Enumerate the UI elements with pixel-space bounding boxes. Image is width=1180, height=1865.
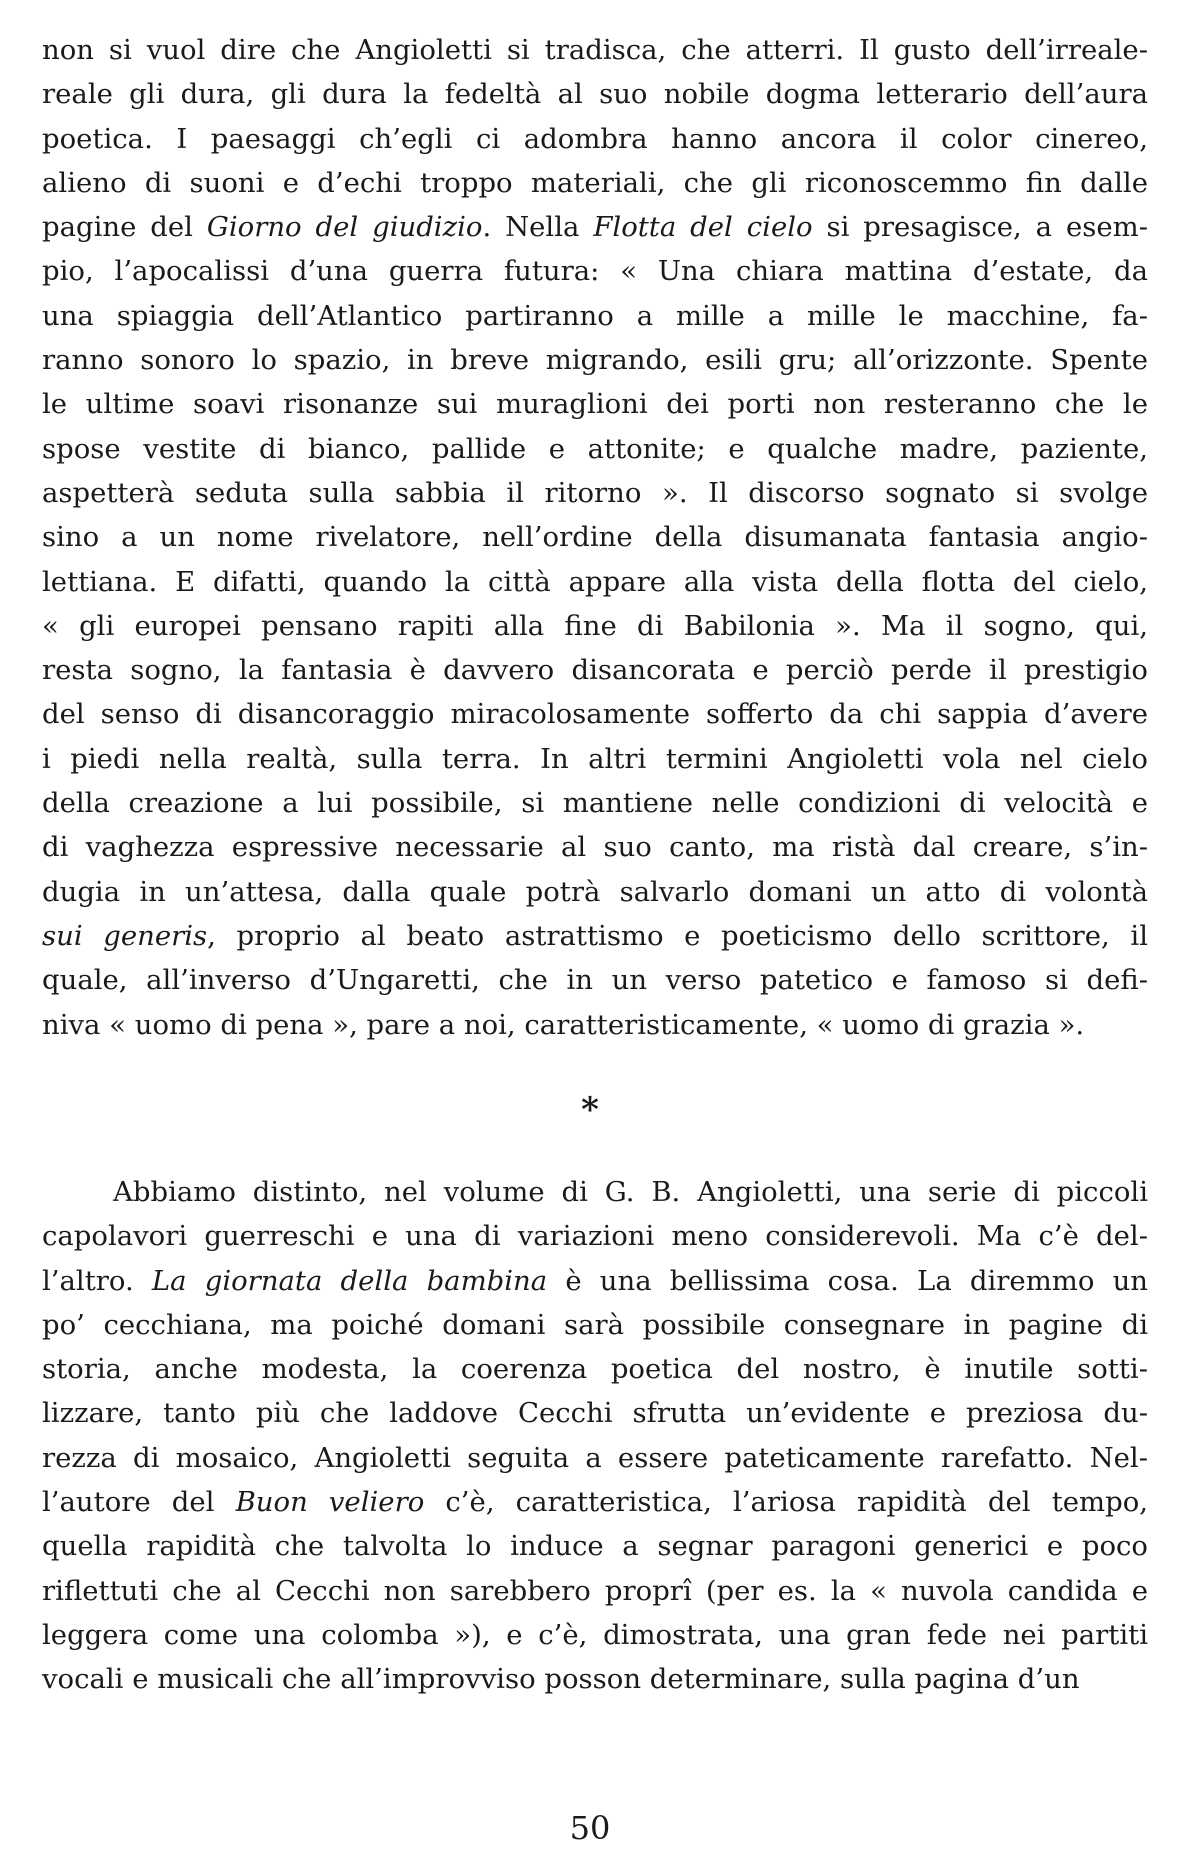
text-run: quella rapidità che talvolta lo induce a segnar paragoni generici e poco bbox=[42, 1530, 1148, 1563]
text-run: Abbiamo distinto, nel volume di G. B. Angioletti, una serie di piccoli bbox=[113, 1176, 1148, 1208]
text-run: capolavori guerreschi e una di variazioni meno considerevoli. Ma c’è del- bbox=[42, 1220, 1148, 1253]
text-run: della creazione a lui possibile, si mantiene nelle condizioni di velocità e bbox=[42, 787, 1148, 820]
text-run: sino a un nome rivelatore, nell’ordine della disumanata fantasia angio- bbox=[42, 521, 1148, 554]
text-line bbox=[42, 117, 1148, 161]
text-run: vocali e musicali che all’improvviso posson determinare, sulla pagina d’un bbox=[42, 1663, 1080, 1696]
text-run: po’ cecchiana, ma poiché domani sarà possibile consegnare in pagine di bbox=[42, 1308, 1148, 1341]
text-run: è una bellissima cosa. La diremmo un bbox=[547, 1264, 1148, 1297]
text-run: si presagisce, a esem- bbox=[812, 211, 1148, 244]
text-line bbox=[42, 1613, 1148, 1657]
text-line bbox=[42, 205, 1148, 249]
text-line bbox=[42, 825, 1148, 869]
text-run: pio, l’apocalissi d’una guerra futura: « Una chiara mattina d’estate, da bbox=[42, 255, 1148, 288]
text-run: dugia in un’attesa, dalla quale potrà salvarlo domani un atto di volontà bbox=[42, 875, 1148, 908]
italic-title: La giornata della bambina bbox=[151, 1264, 548, 1297]
text-line bbox=[42, 249, 1148, 293]
paragraph-1 bbox=[42, 28, 1148, 1047]
text-line bbox=[42, 471, 1148, 515]
text-line bbox=[42, 1480, 1148, 1524]
text-run: storia, anche modesta, la coerenza poetica del nostro, è inutile sotti- bbox=[42, 1353, 1148, 1386]
text-run: resta sogno, la fantasia è davvero disancorata e perciò perde il prestigio bbox=[42, 654, 1148, 687]
text-run: quale, all’inverso d’Ungaretti, che in un verso patetico e famoso si defi- bbox=[42, 964, 1148, 997]
text-line bbox=[42, 1524, 1148, 1568]
paragraph-2 bbox=[42, 1170, 1148, 1702]
italic-title: Flotta del cielo bbox=[593, 211, 813, 244]
text-run: i piedi nella realtà, sulla terra. In altri termini Angioletti vola nel cielo bbox=[42, 742, 1148, 775]
text-line bbox=[42, 1347, 1148, 1391]
text-run: pagine del bbox=[42, 211, 207, 244]
text-line bbox=[42, 958, 1148, 1002]
text-run: poetica. I paesaggi ch’egli ci adombra hanno ancora il color cinereo, bbox=[42, 122, 1148, 155]
text-line bbox=[42, 1259, 1148, 1303]
text-line bbox=[42, 1569, 1148, 1613]
text-line bbox=[42, 648, 1148, 692]
text-run: l’autore del bbox=[42, 1486, 236, 1519]
text-line bbox=[42, 604, 1148, 648]
italic-title: Buon veliero bbox=[235, 1486, 425, 1519]
text-run: lettiana. E difatti, quando la città appare alla vista della flotta del cielo, bbox=[42, 565, 1148, 598]
text-line bbox=[42, 781, 1148, 825]
text-run: rezza di mosaico, Angioletti seguita a essere pateticamente rarefatto. Nel- bbox=[42, 1441, 1148, 1474]
text-line bbox=[42, 72, 1148, 116]
text-run: una spiaggia dell’Atlantico partiranno a mille a mille le macchine, fa- bbox=[42, 299, 1148, 332]
text-run: lizzare, tanto più che laddove Cecchi sfrutta un’evidente e preziosa du- bbox=[42, 1397, 1148, 1430]
italic-title: Giorno del giudizio bbox=[206, 211, 483, 244]
section-separator: * bbox=[581, 1090, 599, 1130]
italic-title: sui generis bbox=[42, 919, 208, 952]
text-line bbox=[42, 1003, 1148, 1047]
text-line bbox=[42, 1436, 1148, 1480]
text-run: , proprio al beato astrattismo e poeticismo dello scrittore, il bbox=[207, 919, 1148, 952]
text-line bbox=[42, 1170, 1148, 1214]
text-line bbox=[42, 1391, 1148, 1435]
text-run: alieno di suoni e d’echi troppo materiali, che gli riconoscemmo fin dalle bbox=[42, 166, 1148, 199]
text-run: l’altro. bbox=[42, 1264, 152, 1297]
text-line bbox=[42, 28, 1148, 72]
text-line bbox=[42, 1303, 1148, 1347]
text-line bbox=[42, 692, 1148, 736]
text-run: niva « uomo di pena », pare a noi, caratteristicamente, « uomo di grazia ». bbox=[42, 1008, 1085, 1041]
text-run: del senso di disancoraggio miracolosamente sofferto da chi sappia d’avere bbox=[42, 698, 1148, 731]
text-line bbox=[42, 382, 1148, 426]
text-run: le ultime soavi risonanze sui muraglioni dei porti non resteranno che le bbox=[42, 388, 1148, 421]
text-line bbox=[42, 161, 1148, 205]
text-line bbox=[42, 560, 1148, 604]
text-line bbox=[42, 515, 1148, 559]
text-line bbox=[42, 427, 1148, 471]
text-run: « gli europei pensano rapiti alla fine di Babilonia ». Ma il sogno, qui, bbox=[42, 609, 1148, 642]
text-line bbox=[42, 294, 1148, 338]
text-run: . Nella bbox=[482, 211, 594, 244]
text-run: reale gli dura, gli dura la fedeltà al suo nobile dogma letterario dell’aura bbox=[42, 78, 1148, 111]
text-run: c’è, caratteristica, l’ariosa rapidità del tempo, bbox=[424, 1486, 1149, 1519]
text-line bbox=[42, 338, 1148, 382]
text-run: non si vuol dire che Angioletti si tradisca, che atterri. Il gusto dell’irreale- bbox=[42, 34, 1148, 66]
text-run: riflettuti che al Cecchi non sarebbero proprî (per es. la « nuvola candida e bbox=[42, 1574, 1148, 1607]
text-run: ranno sonoro lo spazio, in breve migrando, esili gru; all’orizzonte. Spente bbox=[42, 344, 1148, 377]
text-run: aspetterà seduta sulla sabbia il ritorno ». Il discorso sognato si svolge bbox=[42, 476, 1148, 509]
text-line bbox=[42, 870, 1148, 914]
text-run: di vaghezza espressive necessarie al suo canto, ma ristà dal creare, s’in- bbox=[42, 831, 1148, 864]
text-run: leggera come una colomba »), e c’è, dimostrata, una gran fede nei partiti bbox=[42, 1618, 1148, 1651]
page-number: 50 bbox=[569, 1809, 611, 1847]
text-line bbox=[42, 1214, 1148, 1258]
text-line bbox=[42, 914, 1148, 958]
text-run: spose vestite di bianco, pallide e attonite; e qualche madre, paziente, bbox=[42, 432, 1148, 465]
text-line bbox=[42, 1657, 1148, 1701]
text-line bbox=[42, 737, 1148, 781]
